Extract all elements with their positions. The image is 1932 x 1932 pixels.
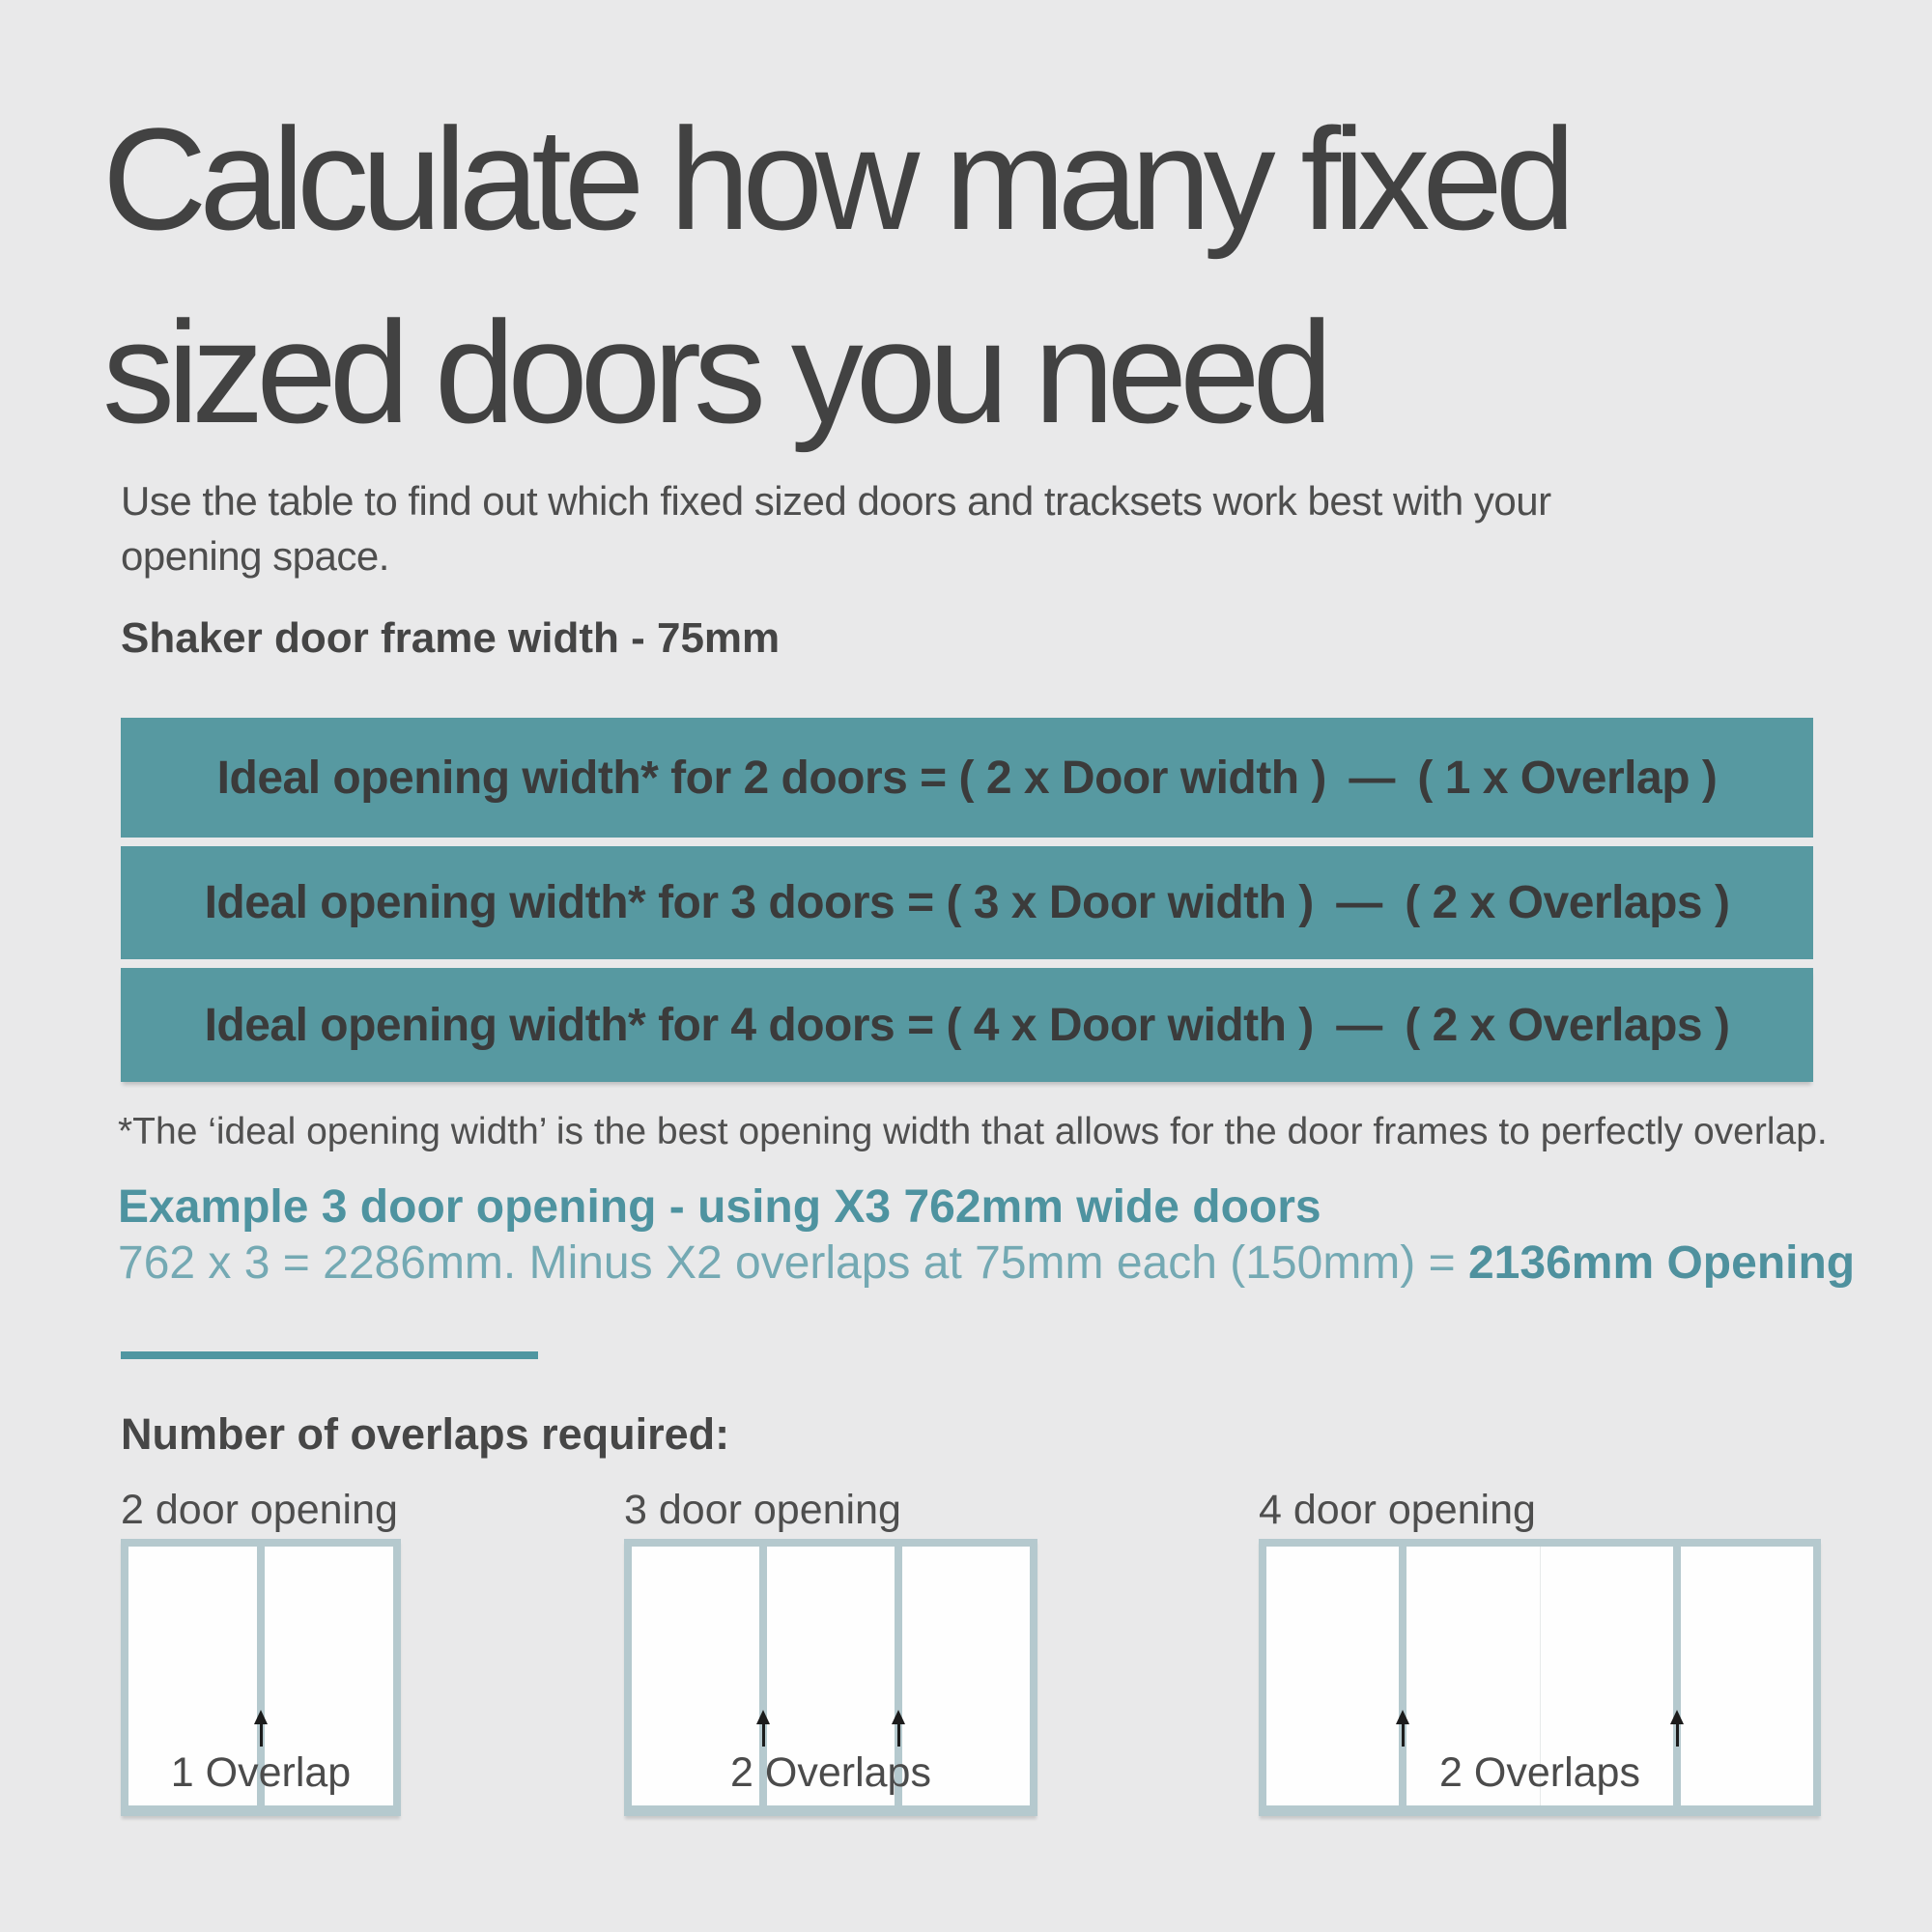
overlap-count-label: 1 Overlap bbox=[170, 1749, 352, 1796]
up-arrow-stem bbox=[1402, 1724, 1405, 1747]
diagram-label-3-door: 3 door opening bbox=[624, 1487, 901, 1533]
door-frame-2-door bbox=[121, 1539, 401, 1816]
up-arrow-stem bbox=[762, 1724, 765, 1747]
door-frame-3-door bbox=[624, 1539, 1037, 1816]
up-arrow-stem bbox=[897, 1724, 900, 1747]
example-calculation bbox=[118, 1236, 1855, 1290]
up-arrow-icon bbox=[891, 1710, 906, 1747]
formula-table bbox=[121, 718, 1813, 1082]
formula-text-3-doors: Ideal opening width* for 3 doors = ( 3 x Door width ) — ( 2 x Overlaps ) bbox=[204, 877, 1730, 928]
diagram-3-door-opening bbox=[624, 1481, 1037, 1816]
overlap-count-label: 2 Overlaps bbox=[1439, 1749, 1640, 1796]
diagram-label-4-door: 4 door opening bbox=[1259, 1487, 1536, 1533]
diagram-2-door-opening bbox=[121, 1481, 401, 1816]
up-arrow-icon bbox=[253, 1710, 269, 1747]
overlaps-section-heading: Number of overlaps required: bbox=[121, 1409, 730, 1459]
intro-line-1: Use the table to find out which fixed sized doors and tracksets work best with your bbox=[121, 478, 1551, 524]
diagram-label-2-door: 2 door opening bbox=[121, 1487, 398, 1533]
formula-row-2-doors bbox=[121, 718, 1813, 838]
up-arrow-icon bbox=[1395, 1710, 1410, 1747]
intro-text bbox=[121, 473, 1551, 583]
up-arrow-stem bbox=[260, 1724, 263, 1747]
example-heading: Example 3 door opening - using X3 762mm wide doors bbox=[118, 1181, 1321, 1233]
up-arrow-icon bbox=[755, 1710, 771, 1747]
up-arrow-head bbox=[1396, 1710, 1409, 1724]
example-calculation-text: 762 x 3 = 2286mm. Minus X2 overlaps at 75mm each (150mm) = bbox=[118, 1237, 1468, 1289]
teal-divider-rule bbox=[121, 1351, 538, 1359]
formula-text-4-doors: Ideal opening width* for 4 doors = ( 4 x Door width ) — ( 2 x Overlaps ) bbox=[204, 999, 1730, 1051]
frame-width-heading: Shaker door frame width - 75mm bbox=[121, 614, 781, 662]
up-arrow-head bbox=[254, 1710, 268, 1724]
example-result: 2136mm Opening bbox=[1467, 1237, 1856, 1289]
up-arrow-head bbox=[756, 1710, 770, 1724]
formula-row-4-doors bbox=[121, 968, 1813, 1082]
overlap-count-label: 2 Overlaps bbox=[730, 1749, 931, 1796]
formula-row-3-doors bbox=[121, 846, 1813, 959]
diagram-4-door-opening bbox=[1259, 1481, 1821, 1816]
up-arrow-icon bbox=[1669, 1710, 1685, 1747]
page-title-line-2: sized doors you need bbox=[102, 291, 1325, 453]
door-frame-4-door bbox=[1259, 1539, 1821, 1816]
page-title bbox=[102, 82, 1568, 469]
footnote-text: *The ‘ideal opening width’ is the best opening width that allows for the door frames to perfectly overlap. bbox=[118, 1111, 1828, 1152]
up-arrow-stem bbox=[1676, 1724, 1679, 1747]
page-title-line-1: Calculate how many fixed bbox=[102, 98, 1569, 260]
intro-line-2: opening space. bbox=[121, 533, 389, 579]
formula-text-2-doors: Ideal opening width* for 2 doors = ( 2 x Door width ) — ( 1 x Overlap ) bbox=[216, 752, 1718, 804]
up-arrow-head bbox=[892, 1710, 905, 1724]
up-arrow-head bbox=[1670, 1710, 1684, 1724]
